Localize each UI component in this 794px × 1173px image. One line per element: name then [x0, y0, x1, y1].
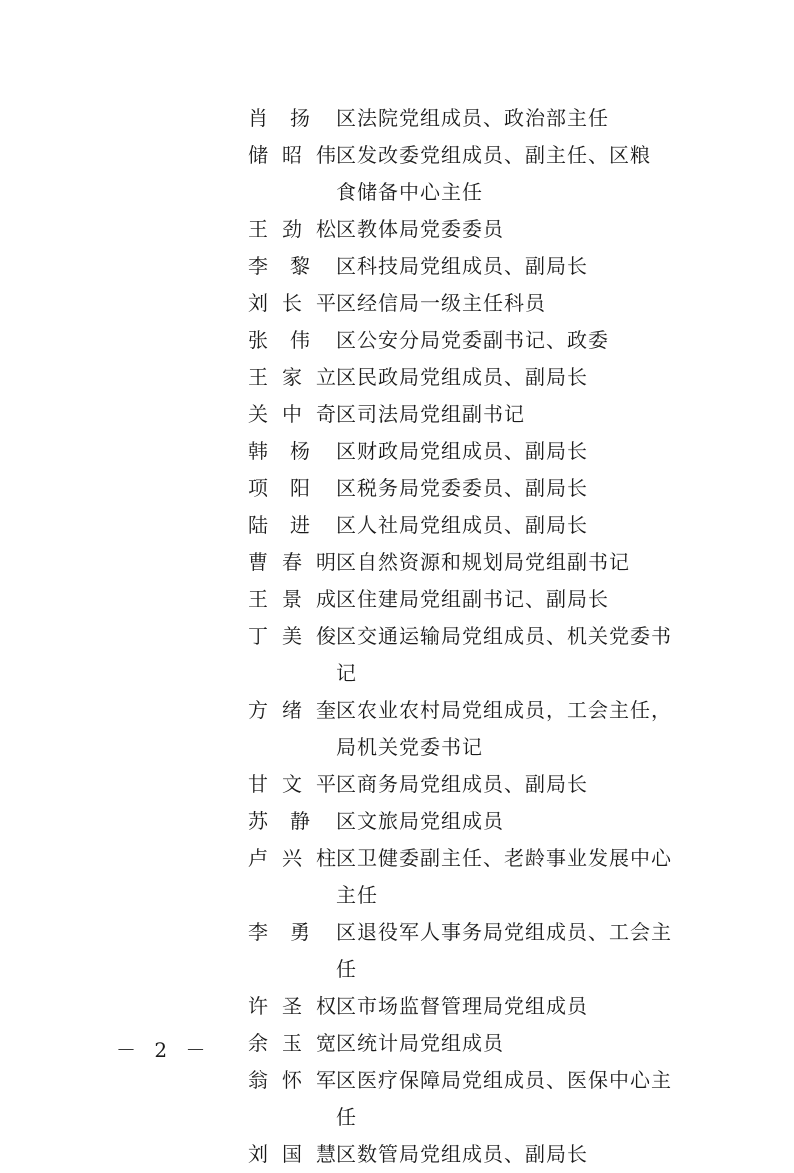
list-item	[248, 618, 688, 692]
member-name: 陆 进	[248, 513, 310, 537]
member-title: 区数管局党组成员、副局长	[336, 1142, 588, 1166]
member-title: 区科技局党组成员、副局长	[336, 254, 588, 278]
list-item	[248, 766, 688, 803]
page-number: － 2 －	[116, 1038, 212, 1062]
member-title: 区文旅局党组成员	[336, 809, 504, 833]
list-item	[248, 285, 688, 322]
member-name: 许圣权	[248, 994, 336, 1018]
member-name: 苏 静	[248, 809, 310, 833]
member-name: 丁美俊	[248, 624, 336, 648]
list-item	[248, 137, 688, 211]
list-item	[248, 248, 688, 285]
member-title: 区交通运输局党组成员、机关党委书记	[336, 624, 672, 685]
member-title: 区民政局党组成员、副局长	[336, 365, 588, 389]
member-name: 肖 扬	[248, 106, 310, 130]
member-title: 区教体局党委委员	[336, 217, 504, 241]
member-title: 区公安分局党委副书记、政委	[336, 328, 609, 352]
list-item	[248, 988, 688, 1025]
list-item	[248, 914, 688, 988]
list-item	[248, 803, 688, 840]
list-item	[248, 211, 688, 248]
member-title: 区住建局党组副书记、副局长	[336, 587, 609, 611]
member-name: 张 伟	[248, 328, 310, 352]
member-name: 余玉宽	[248, 1031, 336, 1055]
member-name: 甘文平	[248, 772, 336, 796]
member-name: 曹春明	[248, 550, 336, 574]
member-name: 王景成	[248, 587, 336, 611]
member-name: 方绪奎	[248, 698, 336, 722]
list-item	[248, 507, 688, 544]
member-title: 区人社局党组成员、副局长	[336, 513, 588, 537]
list-item	[248, 322, 688, 359]
member-title: 区司法局党组副书记	[336, 402, 525, 426]
member-name: 储昭伟	[248, 143, 336, 167]
member-name: 卢兴柱	[248, 846, 336, 870]
list-item	[248, 692, 688, 766]
member-title: 区农业农村局党组成员，工会主任， 局机关党委书记	[336, 698, 672, 759]
member-name: 刘长平	[248, 291, 336, 315]
member-name: 项 阳	[248, 476, 310, 500]
member-name: 王家立	[248, 365, 336, 389]
member-name: 李 黎	[248, 254, 310, 278]
list-item	[248, 1062, 688, 1136]
list-item	[248, 359, 688, 396]
list-item	[248, 1025, 688, 1062]
member-title: 区自然资源和规划局党组副书记	[336, 550, 630, 574]
member-title: 区税务局党委委员、副局长	[336, 476, 588, 500]
member-title: 区商务局党组成员、副局长	[336, 772, 588, 796]
list-item	[248, 470, 688, 507]
list-item	[248, 433, 688, 470]
list-item	[248, 581, 688, 618]
member-name: 刘国慧	[248, 1142, 336, 1166]
member-title: 区财政局党组成员、副局长	[336, 439, 588, 463]
member-title: 区退役军人事务局党组成员、工会主任	[336, 920, 672, 981]
list-item	[248, 840, 688, 914]
member-name: 关中奇	[248, 402, 336, 426]
list-item	[248, 396, 688, 433]
list-item	[248, 100, 688, 137]
member-name: 李 勇	[248, 920, 310, 944]
member-title: 区统计局党组成员	[336, 1031, 504, 1055]
member-title: 区医疗保障局党组成员、医保中心主任	[336, 1068, 672, 1129]
member-name: 韩 杨	[248, 439, 310, 463]
list-item	[248, 1136, 688, 1173]
member-title: 区经信局一级主任科员	[336, 291, 546, 315]
member-name: 王劲松	[248, 217, 336, 241]
member-title: 区法院党组成员、政治部主任	[336, 106, 609, 130]
member-name: 翁怀军	[248, 1068, 336, 1092]
member-title: 区市场监督管理局党组成员	[336, 994, 588, 1018]
member-title: 区发改委党组成员、副主任、区粮 食储备中心主任	[336, 143, 651, 204]
list-item	[248, 544, 688, 581]
member-title: 区卫健委副主任、老龄事业发展中心主任	[336, 846, 672, 907]
member-list	[248, 100, 688, 1173]
